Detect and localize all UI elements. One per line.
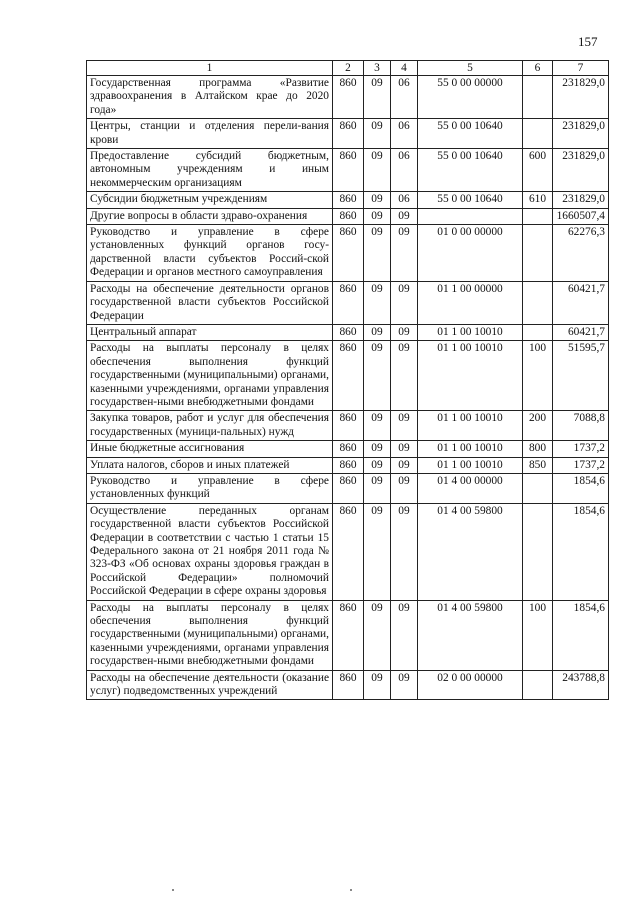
row-c2-cell: 860 [333,119,364,149]
row-name-cell: Расходы на обеспечение деятельности органов государственной власти субъектов Российской Федерации [87,281,333,324]
row-c3-cell: 09 [364,503,391,600]
row-c4-cell: 09 [391,281,418,324]
page-number: 157 [578,34,598,49]
row-c5-cell: 01 1 00 10010 [418,457,523,473]
row-c6-cell: 850 [523,457,553,473]
row-c7-cell: 62276,3 [553,225,609,282]
row-c7-cell: 1737,2 [553,457,609,473]
row-name-cell: Руководство и управление в сфере установленных функций органов госу-дарственной власти субъектов Россий-ской Федерации и органов местного самоуправления [87,225,333,282]
row-name-cell: Закупка товаров, работ и услуг для обеспечения государственных (муници-пальных) нужд [87,411,333,441]
row-c3-cell: 09 [364,119,391,149]
row-name-cell: Руководство и управление в сфере установленных функций [87,473,333,503]
row-name-cell: Расходы на обеспечение деятельности (оказание услуг) подведомственных учреждений [87,670,333,700]
row-c4-cell: 06 [391,76,418,119]
table-row [87,600,609,670]
row-c7-cell: 51595,7 [553,341,609,411]
row-c6-cell [523,281,553,324]
row-c3-cell: 09 [364,76,391,119]
row-c7-cell: 7088,8 [553,411,609,441]
row-c2-cell: 860 [333,341,364,411]
row-c4-cell: 09 [391,473,418,503]
row-c2-cell: 860 [333,192,364,208]
row-c3-cell: 09 [364,341,391,411]
row-c2-cell: 860 [333,411,364,441]
row-c7-cell: 243788,8 [553,670,609,700]
row-c3-cell: 09 [364,441,391,457]
row-c2-cell: 860 [333,281,364,324]
row-c4-cell: 09 [391,457,418,473]
row-c3-cell: 09 [364,457,391,473]
row-name-cell: Осуществление переданных органам государственной власти субъектов Российской Федерации в соответствии с частью 1 статьи 15 Федерального закона от 21 ноября 2011 года № 323-ФЗ «Об основах охраны здоровья граждан в Российской Федерации» полномочий Российской Федерации в сфере охраны здоровья [87,503,333,600]
column-header: 2 [333,61,364,76]
row-c6-cell [523,324,553,340]
row-c3-cell: 09 [364,192,391,208]
row-c6-cell [523,503,553,600]
row-name-cell: Другие вопросы в области здраво-охранения [87,208,333,224]
row-c7-cell: 231829,0 [553,76,609,119]
row-c5-cell: 01 1 00 10010 [418,341,523,411]
table-row [87,119,609,149]
table-row [87,503,609,600]
row-c2-cell: 860 [333,441,364,457]
row-c3-cell: 09 [364,225,391,282]
row-c3-cell: 09 [364,411,391,441]
row-c7-cell: 231829,0 [553,192,609,208]
table-row [87,441,609,457]
row-c4-cell: 09 [391,411,418,441]
row-c5-cell: 01 1 00 10010 [418,324,523,340]
row-c5-cell: 55 0 00 10640 [418,149,523,192]
column-header: 6 [523,61,553,76]
row-c7-cell: 1737,2 [553,441,609,457]
scan-speck [172,889,174,891]
row-c6-cell: 600 [523,149,553,192]
row-name-cell: Субсидии бюджетным учреждениям [87,192,333,208]
row-c5-cell: 02 0 00 00000 [418,670,523,700]
row-c4-cell: 09 [391,324,418,340]
row-c7-cell: 1854,6 [553,503,609,600]
row-c6-cell [523,225,553,282]
row-c4-cell: 09 [391,503,418,600]
row-c7-cell: 1854,6 [553,473,609,503]
row-c2-cell: 860 [333,149,364,192]
row-c7-cell: 1660507,4 [553,208,609,224]
row-c7-cell: 60421,7 [553,281,609,324]
row-c2-cell: 860 [333,457,364,473]
row-name-cell: Центры, станции и отделения перели-вания крови [87,119,333,149]
column-header: 3 [364,61,391,76]
row-name-cell: Государственная программа «Развитие здравоохранения в Алтайском крае до 2020 года» [87,76,333,119]
row-c4-cell: 09 [391,208,418,224]
row-name-cell: Уплата налогов, сборов и иных платежей [87,457,333,473]
row-c6-cell: 100 [523,600,553,670]
row-c3-cell: 09 [364,473,391,503]
row-name-cell: Расходы на выплаты персоналу в целях обеспечения выполнения функций государственными (муниципальными) органами, казенными учреждениями, органами управления государствен-ными внебюджетными фондами [87,600,333,670]
row-c2-cell: 860 [333,600,364,670]
budget-table [86,60,609,700]
row-c4-cell: 09 [391,225,418,282]
row-c4-cell: 06 [391,192,418,208]
table-row [87,411,609,441]
row-c5-cell [418,208,523,224]
row-c4-cell: 09 [391,670,418,700]
row-c7-cell: 60421,7 [553,324,609,340]
row-c5-cell: 01 1 00 10010 [418,441,523,457]
row-c4-cell: 06 [391,149,418,192]
row-c2-cell: 860 [333,208,364,224]
row-c4-cell: 09 [391,341,418,411]
row-c6-cell [523,119,553,149]
table-row [87,192,609,208]
row-c3-cell: 09 [364,600,391,670]
row-c5-cell: 01 4 00 00000 [418,473,523,503]
row-c5-cell: 01 1 00 10010 [418,411,523,441]
row-c2-cell: 860 [333,324,364,340]
column-header: 1 [87,61,333,76]
row-c4-cell: 09 [391,600,418,670]
row-name-cell: Расходы на выплаты персоналу в целях обеспечения выполнения функций государственными (муниципальными) органами, казенными учреждениями, органами управления государствен-ными внебюджетными фондами [87,341,333,411]
row-c6-cell: 610 [523,192,553,208]
row-c6-cell [523,670,553,700]
row-c6-cell: 800 [523,441,553,457]
column-header: 7 [553,61,609,76]
column-header: 4 [391,61,418,76]
row-c2-cell: 860 [333,225,364,282]
row-name-cell: Центральный аппарат [87,324,333,340]
row-c6-cell [523,76,553,119]
row-c5-cell: 01 4 00 59800 [418,600,523,670]
row-name-cell: Предоставление субсидий бюджетным, автономным учреждениям и иным некоммерческим организациям [87,149,333,192]
row-c2-cell: 860 [333,503,364,600]
row-c3-cell: 09 [364,670,391,700]
row-c5-cell: 55 0 00 10640 [418,119,523,149]
table-row [87,670,609,700]
row-c6-cell [523,473,553,503]
scan-speck [350,889,352,891]
table-row [87,473,609,503]
table-header-row [87,61,609,76]
row-c2-cell: 860 [333,76,364,119]
table-row [87,208,609,224]
row-c6-cell: 200 [523,411,553,441]
table-row [87,341,609,411]
row-c4-cell: 06 [391,119,418,149]
table-row [87,281,609,324]
table-row [87,149,609,192]
row-c5-cell: 55 0 00 10640 [418,192,523,208]
table-row [87,457,609,473]
row-name-cell: Иные бюджетные ассигнования [87,441,333,457]
row-c3-cell: 09 [364,324,391,340]
row-c7-cell: 231829,0 [553,119,609,149]
row-c3-cell: 09 [364,281,391,324]
table-row [87,76,609,119]
row-c3-cell: 09 [364,208,391,224]
row-c7-cell: 231829,0 [553,149,609,192]
row-c5-cell: 55 0 00 00000 [418,76,523,119]
row-c4-cell: 09 [391,441,418,457]
column-header: 5 [418,61,523,76]
table-row [87,324,609,340]
row-c5-cell: 01 1 00 00000 [418,281,523,324]
row-c2-cell: 860 [333,473,364,503]
table-body [87,76,609,700]
row-c3-cell: 09 [364,149,391,192]
row-c7-cell: 1854,6 [553,600,609,670]
table-row [87,225,609,282]
row-c6-cell: 100 [523,341,553,411]
row-c6-cell [523,208,553,224]
row-c5-cell: 01 4 00 59800 [418,503,523,600]
row-c5-cell: 01 0 00 00000 [418,225,523,282]
row-c2-cell: 860 [333,670,364,700]
